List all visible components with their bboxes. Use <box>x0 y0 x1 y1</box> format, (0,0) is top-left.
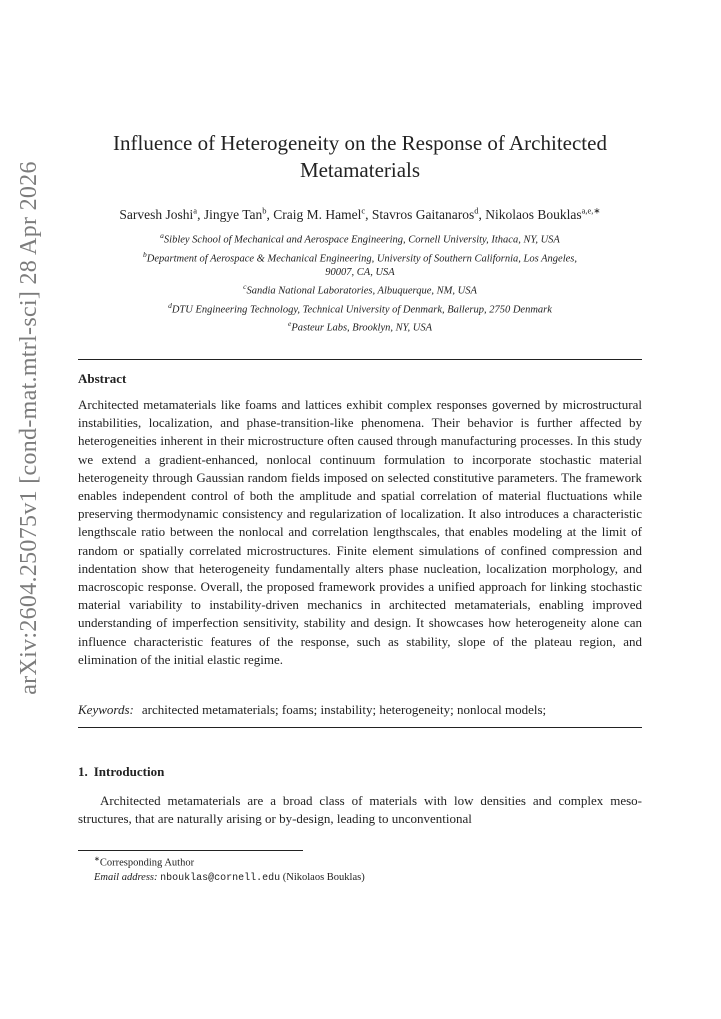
title-line-1: Influence of Heterogeneity on the Response of Architected <box>113 131 607 155</box>
title-line-2: Metamaterials <box>299 158 421 182</box>
email-owner: (Nikolaos Bouklas) <box>282 871 365 883</box>
email-label: Email address: <box>94 871 158 883</box>
keywords <box>78 701 642 719</box>
corresponding-author-note: ∗Corresponding Author <box>94 855 195 869</box>
email-line <box>78 871 642 886</box>
footnote-rule <box>78 850 303 851</box>
footnote <box>78 852 642 886</box>
author: Sarvesh Joshi$^a$, <box>119 205 204 222</box>
author: Jingye Tan$^b$, <box>203 205 274 222</box>
abstract-bottom-rule <box>78 727 642 728</box>
keywords-text: architected metamaterials; foams; instability; heterogeneity; nonlocal models; <box>141 702 547 717</box>
arxiv-stamp: arXiv:2604.25075v1 [cond-mat.mtrl-sci] 28 Apr 2026 <box>16 161 42 695</box>
author: Stavros Gaitanaros$^d$, <box>371 205 486 222</box>
author: Nikolaos Bouklas$^{a,e,∗}$ <box>485 205 601 222</box>
paper-title <box>78 130 642 184</box>
intro-paragraph: Architected metamaterials are a broad class of materials with low densities and complex meso-structures, that are naturally arising or by-design, leading to unconventional <box>78 793 642 827</box>
affiliation: $^e$Pasteur Labs, Brooklyn, NY, USA <box>287 319 433 334</box>
affiliation: $^c$Sandia National Laboratories, Albuquerque, NM, USA <box>243 282 477 297</box>
abstract-top-rule <box>78 359 642 360</box>
section-title: Introduction <box>93 764 165 779</box>
affiliation-list <box>88 229 632 336</box>
affiliation: $^d$DTU Engineering Technology, Technical University of Denmark, Ballerup, 2750 Denmark <box>168 300 552 315</box>
abstract-heading: Abstract <box>78 371 127 386</box>
section-heading <box>78 763 164 781</box>
keywords-label: Keywords: <box>78 702 134 717</box>
section-number: 1. <box>78 764 88 779</box>
author-list <box>78 201 642 224</box>
affiliation: $^a$Sibley School of Mechanical and Aerospace Engineering, Cornell University, Ithaca, NY, USA <box>160 231 560 246</box>
email-link[interactable]: nbouklas@cornell.edu <box>160 872 281 884</box>
author: Craig M. Hamel$^c$, <box>273 205 372 222</box>
abstract-text: Architected metamaterials like foams and lattices exhibit complex responses governed by microstructural instabilities, localization, and phase-transition-like phenomena. Their behavior is further affected by heterogeneities inherent in their microstructure often caused through manufacturing processes. In this study we extend a gradient-enhanced, nonlocal continuum formulation to incorporate stochastic material heterogeneity through Gaussian random fields imposed on selected constitutive parameters. The framework enables independent control of both the amplitude and spatial correlation of material fluctuations while preserving thermodynamic consistency and regularization of localization. It also introduces a characteristic lengthscale ratio between the nonlocal and correlation lengthscales, that enables modeling at the limit of random or spatially correlated microstructures. Finite element simulations of confined compression and indentation show that heterogeneity fundamentally alters phase nucleation, localization morphology, and macroscopic response. Overall, the proposed framework provides a unified approach for linking stochastic material variability to instability-driven mechanics in architected metamaterials, enabling improved understanding of imperfection sensitivity, stability and design. It showcases how heterogeneity alone can influence characteristic features of the response, such as stability, slope of the plateau region, and elimination of the initial elastic regime. <box>78 397 642 667</box>
affiliation: $^b$Department of Aerospace & Mechanical Engineering, University of Southern California, Los Angeles, <box>143 249 577 264</box>
affiliation-continuation: 90007, CA, USA <box>325 267 395 278</box>
